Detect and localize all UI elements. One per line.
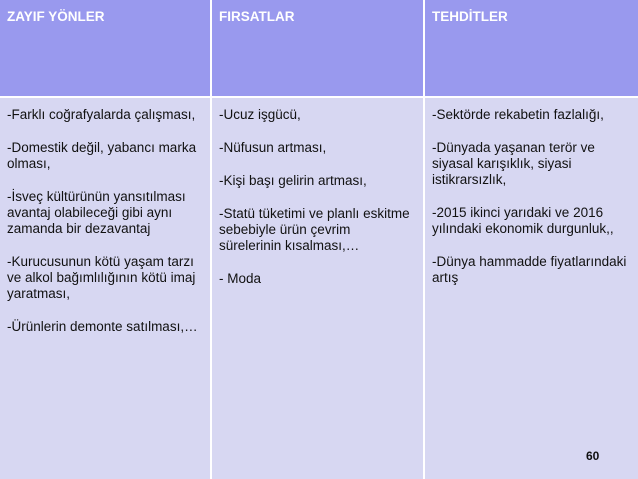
body-row	[0, 97, 638, 479]
weakness-item: -Ürünlerin demonte satılması,…	[7, 319, 198, 334]
weaknesses-cell	[0, 97, 211, 479]
weakness-item: -İsveç kültürünün yansıtılması avantaj olabileceği gibi aynı zamanda bir dezavantaj	[7, 189, 186, 236]
opportunities-cell	[211, 97, 424, 479]
threats-cell	[424, 97, 638, 479]
header-threats: TEHDİTLER	[424, 0, 638, 97]
opportunity-item: -Nüfusun artması,	[219, 140, 327, 155]
weakness-item: -Kurucusunun kötü yaşam tarzı ve alkol bağımlılığının kötü imaj yaratması,	[7, 254, 196, 301]
opportunity-item: -Statü tüketimi ve planlı eskitme sebebiyle ürün çevrim sürelerinin kısalması,…	[219, 206, 410, 253]
threat-item: -Dünyada yaşanan terör ve siyasal karışıklık, siyasi istikrarsızlık,	[432, 140, 595, 187]
header-opportunities: FIRSATLAR	[211, 0, 424, 97]
header-row	[0, 0, 638, 97]
weakness-item: -Farklı coğrafyalarda çalışması,	[7, 107, 196, 122]
opportunity-item: - Moda	[219, 271, 262, 286]
header-weaknesses: ZAYIF YÖNLER	[0, 0, 211, 97]
threat-item: -Sektörde rekabetin fazlalığı,	[432, 107, 604, 122]
weakness-item: -Domestik değil, yabancı marka olması,	[7, 140, 197, 171]
threat-item: -Dünya hammadde fiyatlarındaki artış	[432, 254, 627, 285]
opportunity-item: -Ucuz işgücü,	[219, 107, 301, 122]
page-number: 60	[586, 449, 600, 463]
threat-item: -2015 ikinci yarıdaki ve 2016 yılındaki ekonomik durgunluk,,	[432, 205, 614, 236]
opportunity-item: -Kişi başı gelirin artması,	[219, 173, 367, 188]
